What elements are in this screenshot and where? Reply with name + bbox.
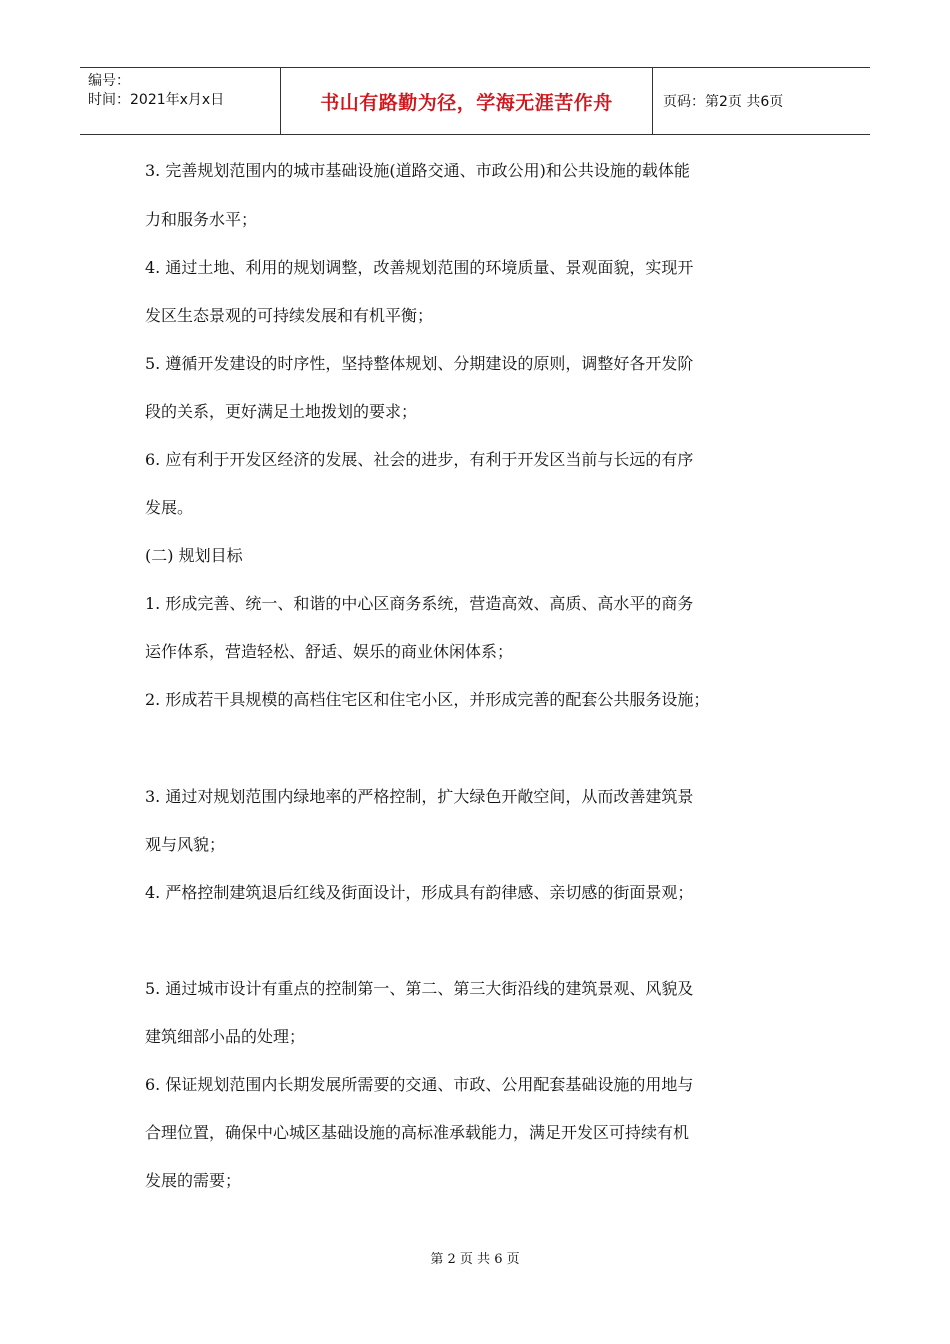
- body-line: 建筑细部小品的处理；: [145, 1027, 306, 1046]
- document-number-label: 编号：: [88, 73, 130, 89]
- body-line: 发展。: [145, 498, 194, 517]
- body-line: 力和服务水平；: [145, 210, 258, 229]
- header-motto: 书山有路勤为径，学海无涯苦作舟: [281, 68, 653, 134]
- body-line: 发展的需要；: [145, 1171, 242, 1190]
- body-line: 3. 完善规划范围内的城市基础设施(道路交通、市政公用)和公共设施的载体能: [145, 161, 690, 180]
- body-line: 6. 保证规划范围内长期发展所需要的交通、市政、公用配套基础设施的用地与: [145, 1075, 694, 1094]
- body-line: 合理位置，确保中心城区基础设施的高标准承载能力，满足开发区可持续有机: [145, 1123, 690, 1142]
- header-meta: [80, 68, 281, 134]
- body-line: 3. 通过对规划范围内绿地率的严格控制，扩大绿色开敞空间，从而改善建筑景: [145, 787, 694, 806]
- section-heading: (二) 规划目标: [145, 546, 243, 565]
- body-line: 观与风貌；: [145, 835, 226, 854]
- body-line: 1. 形成完善、统一、和谐的中心区商务系统，营造高效、高质、高水平的商务: [145, 594, 694, 613]
- page-footer: 第 2 页 共 6 页: [430, 1252, 520, 1267]
- body-line: 4. 通过土地、利用的规划调整，改善规划范围的环境质量、景观面貌，实现开: [145, 258, 694, 277]
- body-line: 4. 严格控制建筑退后红线及街面设计，形成具有韵律感、亲切感的街面景观；: [145, 883, 694, 902]
- body-line: 6. 应有利于开发区经济的发展、社会的进步，有利于开发区当前与长远的有序: [145, 450, 694, 469]
- body-line: 段的关系，更好满足土地拨划的要求；: [145, 402, 418, 421]
- body-line: 5. 通过城市设计有重点的控制第一、第二、第三大街沿线的建筑景观、风貌及: [145, 979, 694, 998]
- header-page-info: 页码：第2页 共6页: [663, 94, 784, 110]
- body-line: 运作体系，营造轻松、舒适、娱乐的商业休闲体系；: [145, 642, 514, 661]
- document-time-label: 时间：2021年x月x日: [88, 92, 225, 108]
- body-line: 2. 形成若干具规模的高档住宅区和住宅小区，并形成完善的配套公共服务设施；: [145, 690, 710, 709]
- body-line: 5. 遵循开发建设的时序性，坚持整体规划、分期建设的原则，调整好各开发阶: [145, 354, 694, 373]
- body-line: 发区生态景观的可持续发展和有机平衡；: [145, 306, 434, 325]
- document-header: [80, 67, 870, 135]
